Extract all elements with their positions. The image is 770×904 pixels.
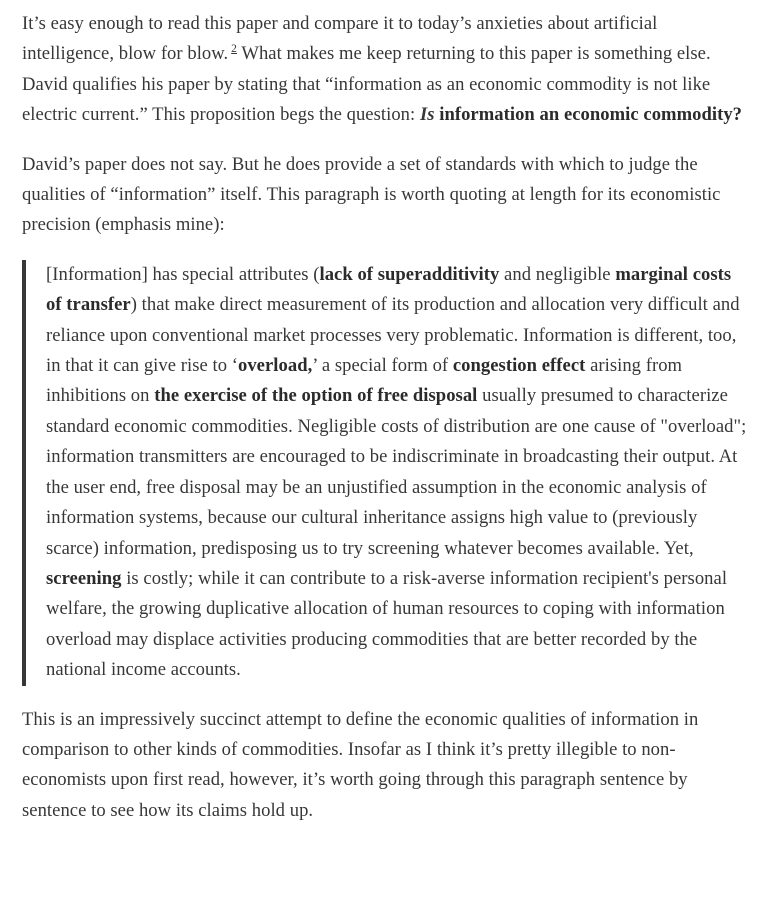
- quote-text-segment: ) that make direct measurement of its production and allocation very difficult and reliance upon conventional market processes very problematic. Information is different, too, in that it can give rise to ‘: [46, 294, 740, 377]
- emphasis-question: information an economic commodity?: [434, 104, 743, 126]
- quote-text-segment: and negligible: [499, 263, 616, 285]
- quote-text-segment: is costly; while it can contribute to a risk-averse information recipient's personal welfare, the growing duplicative allocation of human resources to coping with information overload may displace activities producing commodities that are better recorded by the national income accounts.: [46, 567, 728, 681]
- footnote-link[interactable]: 2: [231, 43, 237, 56]
- paragraph-intro: [22, 9, 748, 131]
- quote-emphasis-overload: overload,: [237, 355, 313, 377]
- quote-emphasis-screening: screening: [46, 567, 122, 589]
- paragraph-intro-text-2: What makes me keep returning to this paper is something else. David qualifies his paper by stating that “information as an economic commodity is not like electric current.” This proposition begs the question:: [22, 43, 711, 126]
- quote-text-segment: [Information] has special attributes (: [46, 263, 320, 285]
- quote-text-segment: usually presumed to characterize standard economic commodities. Negligible costs of distribution are one cause of "overload"; information transmitters are encouraged to be indiscriminate in broadcasting their output. At the user end, free disposal may be an unjustified assumption in the economic analysis of information systems, because our cultural inheritance assigns high value to (previously scarce) information, predisposing us to try screening whatever becomes available. Yet,: [46, 385, 747, 559]
- emphasis-is: Is: [419, 104, 435, 126]
- quote-text-segment: ’ a special form of: [312, 355, 453, 377]
- quote-emphasis-free-disposal: the exercise of the option of free disposal: [154, 385, 478, 407]
- blockquote-david: [22, 260, 748, 686]
- blockquote-text: [46, 260, 748, 686]
- paragraph-standards: David’s paper does not say. But he does provide a set of standards with which to judge the qualities of “information” itself. This paragraph is worth quoting at length for its economistic precision (emphasis mine):: [22, 153, 721, 236]
- paragraph-intro-text-1: It’s easy enough to read this paper and compare it to today’s anxieties about artificial intelligence, blow for blow.: [22, 13, 658, 65]
- quote-emphasis-superadditivity: lack of superadditivity: [319, 263, 500, 285]
- quote-emphasis-marginal-costs: marginal costs of transfer: [46, 263, 732, 316]
- paragraph-analysis: This is an impressively succinct attempt to define the economic qualities of information in comparison to other kinds of commodities. Insofar as I think it’s pretty illegible to non-economists upon first read, however, it’s worth going through this paragraph sentence by sentence to see how its claims hold up.: [22, 708, 699, 821]
- quote-emphasis-congestion-effect: congestion effect: [452, 355, 586, 377]
- quote-text-segment: arising from inhibitions on: [46, 355, 683, 407]
- footnote-ref[interactable]: [228, 43, 237, 55]
